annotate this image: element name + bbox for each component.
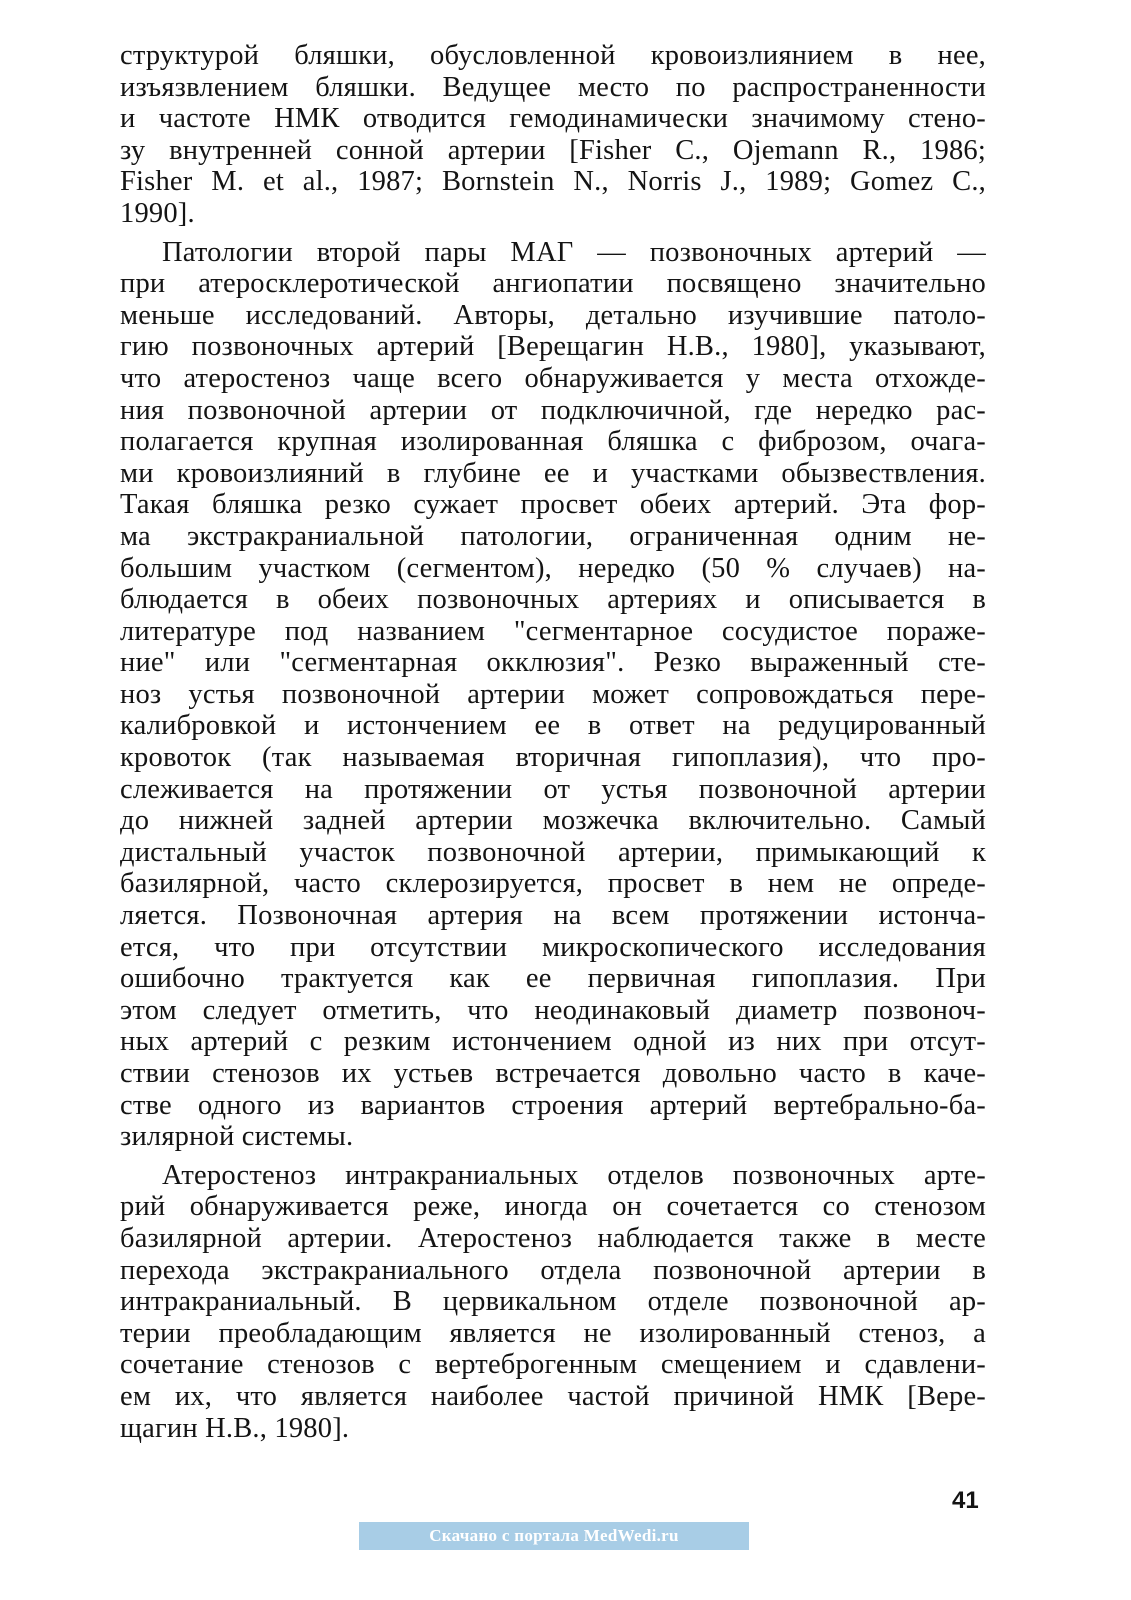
paragraph-gap bbox=[120, 230, 986, 237]
text-line: Fisher M. et al., 1987; Bornstein N., Norris J., 1989; Gomez C., bbox=[120, 166, 986, 198]
text-line: гию позвоночных артерий [Верещагин Н.В., 1980], указывают, bbox=[120, 331, 986, 363]
text-line: ем их, что является наиболее частой причиной НМК [Вере- bbox=[120, 1380, 986, 1412]
text-line: сочетание стенозов с вертеброгенным смещением и сдавлени- bbox=[120, 1349, 986, 1381]
text-line: ния позвоночной артерии от подключичной, где нередко рас- bbox=[120, 394, 986, 426]
text-line: ных артерий с резким истончением одной из них при отсут- bbox=[120, 1026, 986, 1058]
text-line: литературе под названием "сегментарное сосудистое пораже- bbox=[120, 615, 986, 647]
download-watermark: Скачано с портала MedWedi.ru bbox=[359, 1522, 749, 1550]
text-line: калибровкой и истончением ее в ответ на редуцированный bbox=[120, 710, 986, 742]
text-line: рий обнаруживается реже, иногда он сочетается со стенозом bbox=[120, 1191, 986, 1223]
text-line: изъязвлением бляшки. Ведущее место по распространенности bbox=[120, 71, 986, 103]
text-line: ствии стенозов их устьев встречается довольно часто в каче- bbox=[120, 1058, 986, 1089]
text-line: что атеростеноз чаще всего обнаруживается у места отхожде- bbox=[120, 362, 986, 394]
text-line: полагается крупная изолированная бляшка с фиброзом, очага- bbox=[120, 426, 986, 458]
page-number: 41 bbox=[952, 1487, 979, 1514]
text-line: зу внутренней сонной артерии [Fisher С., Ojemann R., 1986; bbox=[120, 134, 986, 166]
text-line: стве одного из вариантов строения артерий вертебрально-ба- bbox=[120, 1089, 986, 1121]
text-line: и частоте НМК отводится гемодинамически значимому стено- bbox=[120, 103, 986, 135]
text-line: интракраниальный. В цервикальном отделе позвоночной ар- bbox=[120, 1286, 986, 1318]
text-line: меньше исследований. Авторы, детально изучившие патоло- bbox=[120, 299, 986, 331]
text-line: ма экстракраниальной патологии, ограниченная одним не- bbox=[120, 520, 986, 552]
paragraph bbox=[120, 237, 986, 1153]
body-text bbox=[120, 40, 986, 1444]
text-line: слеживается на протяжении от устья позвоночной артерии bbox=[120, 773, 986, 805]
text-line: ми кровоизлияний в глубине ее и участками обызвествления. bbox=[120, 457, 986, 489]
text-line: этом следует отметить, что неодинаковый диаметр позвоноч- bbox=[120, 994, 986, 1026]
text-line: Атеростеноз интракраниальных отделов позвоночных арте- bbox=[162, 1159, 986, 1191]
text-line: кровоток (так называемая вторичная гипоплазия), что про- bbox=[120, 742, 986, 774]
text-line: дистальный участок позвоночной артерии, примыкающий к bbox=[120, 836, 986, 868]
text-line: ется, что при отсутствии микроскопического исследования bbox=[120, 931, 986, 963]
text-line: ноз устья позвоночной артерии может сопровождаться пере- bbox=[120, 678, 986, 710]
text-line: Такая бляшка резко сужает просвет обеих артерий. Эта фор- bbox=[120, 489, 986, 521]
text-line: при атеросклеротической ангиопатии посвящено значительно bbox=[120, 268, 986, 300]
text-line: перехода экстракраниального отдела позвоночной артерии в bbox=[120, 1254, 986, 1286]
text-line: зилярной системы. bbox=[120, 1121, 354, 1153]
text-line: Патологии второй пары МАГ — позвоночных артерий — bbox=[162, 236, 986, 268]
text-line: большим участком (сегментом), нередко (50 % случаев) на- bbox=[120, 552, 986, 584]
paragraph bbox=[120, 40, 986, 230]
text-line: базилярной артерии. Атеростеноз наблюдается также в месте bbox=[120, 1222, 986, 1254]
text-line: 1990]. bbox=[120, 197, 195, 229]
paragraph-gap bbox=[120, 1153, 986, 1160]
text-line: до нижней задней артерии мозжечка включительно. Самый bbox=[120, 805, 986, 837]
paragraph bbox=[120, 1160, 986, 1444]
text-line: структурой бляшки, обусловленной кровоизлиянием в нее, bbox=[120, 40, 986, 71]
text-line: ние" или "сегментарная окклюзия". Резко выраженный сте- bbox=[120, 647, 986, 679]
text-line: ляется. Позвоночная артерия на всем протяжении истонча- bbox=[120, 900, 986, 932]
text-line: терии преобладающим является не изолированный стеноз, а bbox=[120, 1317, 986, 1349]
text-line: ошибочно трактуется как ее первичная гипоплазия. При bbox=[120, 963, 986, 995]
text-line: блюдается в обеих позвоночных артериях и описывается в bbox=[120, 584, 986, 616]
text-line: базилярной, часто склерозируется, просвет в нем не опреде- bbox=[120, 868, 986, 900]
text-line: щагин Н.В., 1980]. bbox=[120, 1412, 350, 1444]
